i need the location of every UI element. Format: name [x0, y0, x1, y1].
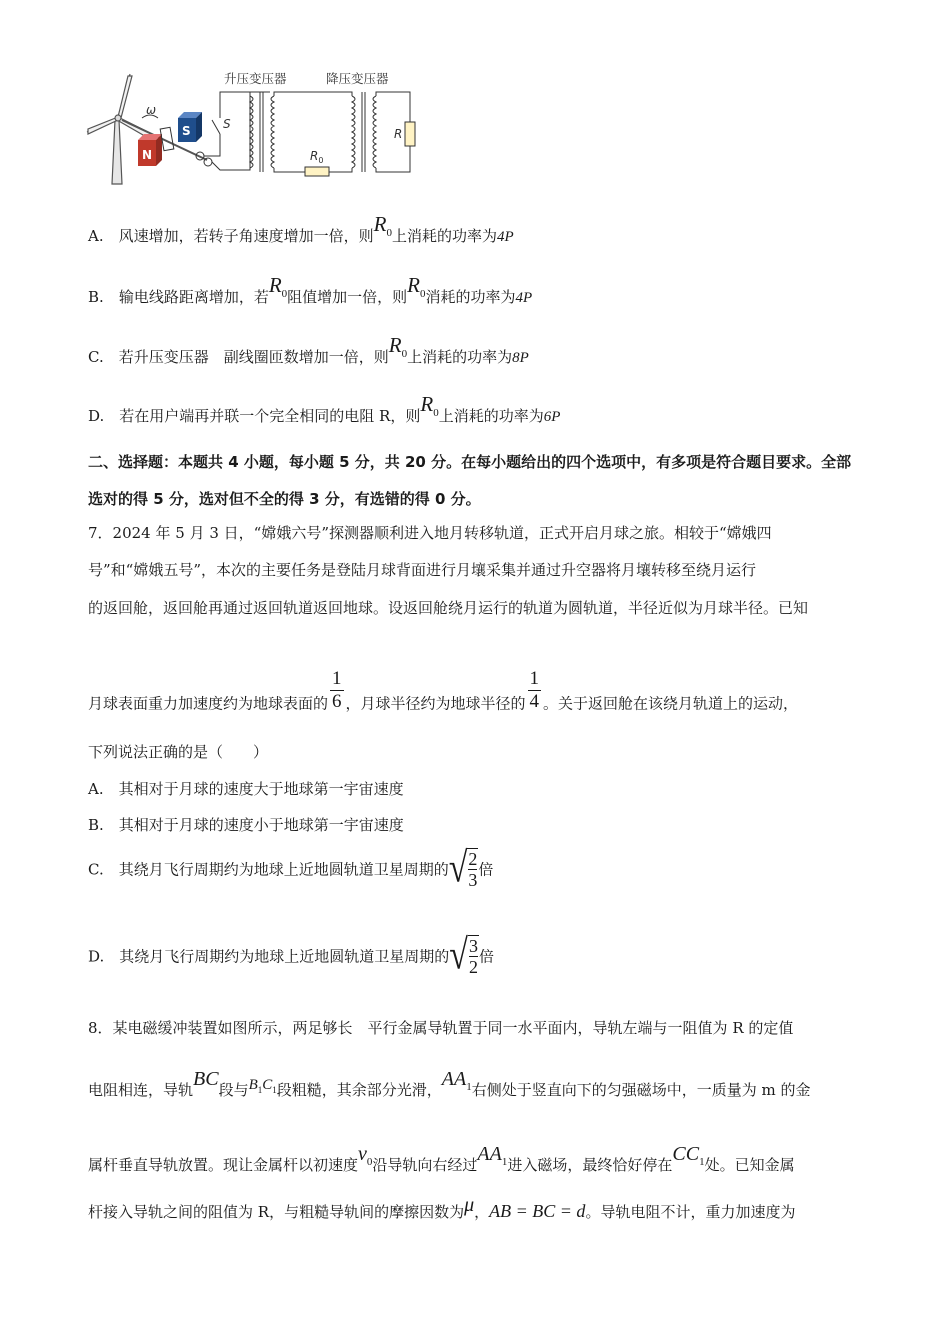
step-down-label: 降压变压器 [326, 71, 389, 86]
resistor-r [405, 122, 415, 146]
section2-line2: 选对的得 5 分，选对但不全的得 3 分，有选错的得 0 分。 [88, 490, 481, 508]
q7-option-b: B. 其相对于月球的速度小于地球第一宇宙速度 [88, 816, 404, 834]
q8-line3: 属杆垂直导轨放置。现让金属杆以初速度$v_0$沿导轨向右经过$AA_1$进入磁场，最终恰好停在$CC_1$处。已知金属 [88, 1143, 795, 1174]
switch-label: S [223, 117, 231, 131]
power-transmission-diagram [82, 62, 422, 192]
magnet-s [178, 112, 202, 142]
q7-option-a: A. 其相对于月球的速度大于地球第一宇宙速度 [88, 780, 404, 798]
r0-label: $R_0$ [310, 149, 324, 165]
step-up-label: 升压变压器 [224, 71, 287, 86]
q7-line2: 号”和“嫦娥五号”，本次的主要任务是登陆月球背面进行月壤采集并通过升空器将月壤转移至绕月运行 [88, 561, 757, 579]
sqrt-three-halves: √ 3 2 [449, 932, 478, 979]
q7-option-c: C. 其绕月飞行周期约为地球上近地圆轨道卫星周期的 √ 2 3 倍 [88, 845, 494, 892]
q6-option-c: C. 若升压变压器 副线圈匝数增加一倍，则$R_0$上消耗的功率为8P [88, 333, 529, 366]
omega-label: ω [146, 103, 157, 117]
fraction-one-sixth: $\frac{1}{6}$ [332, 668, 342, 712]
q8-line2: 电阻相连，导轨BC段与$B_1C_1$段粗糙，其余部分光滑，$AA_1$右侧处于竖直向下的匀强磁场中，一质量为 m 的金 [88, 1068, 811, 1099]
q6-option-a: A. 风速增加，若转子角速度增加一倍，则$R_0$上消耗的功率为4P [88, 212, 514, 245]
q8-line4: 杆接入导轨之间的阻值为 R，与粗糙导轨间的摩擦因数为μ，AB = BC = d。导轨电阻不计，重力加速度为 [88, 1194, 796, 1221]
q7-line5: 下列说法正确的是（ ） [88, 743, 269, 761]
magnet-n [138, 134, 162, 166]
magnet-n-label: N [142, 148, 153, 162]
q6-option-d: D. 若在用户端再并联一个完全相同的电阻 R，则$R_0$上消耗的功率为6P [88, 392, 561, 425]
q7-option-d: D. 其绕月飞行周期约为地球上近地圆轨道卫星周期的 √ 3 2 倍 [88, 932, 494, 979]
section2-line1: 二、选择题：本题共 4 小题，每小题 5 分，共 20 分。在每小题给出的四个选项中，有多项是符合题目要求。全部 [88, 453, 852, 471]
r-label: R [394, 127, 403, 141]
sqrt-two-thirds: √ 2 3 [448, 845, 478, 892]
fraction-one-quarter: $\frac{1}{4}$ [529, 668, 540, 712]
q8-line1: 8．某电磁缓冲装置如图所示，两足够长 平行金属导轨置于同一水平面内，导轨左端与一阻值为 R 的定值 [88, 1019, 794, 1037]
resistor-r0 [305, 167, 329, 176]
q7-line1: 7．2024 年 5 月 3 日，“嫦娥六号”探测器顺利进入地月转移轨道，正式开启月球之旅。相较于“嫦娥四 [88, 524, 772, 542]
q6-option-b: B. 输电线路距离增加，若$R_0$阻值增加一倍，则$R_0$消耗的功率为4P [88, 273, 533, 306]
q7-line3: 的返回舱，返回舱再通过返回轨道返回地球。设返回舱绕月运行的轨道为圆轨道，半径近似为月球半径。已知 [88, 599, 809, 617]
magnet-s-label: S [182, 124, 191, 138]
q7-line4: 月球表面重力加速度约为地球表面的 $\frac{1}{6}$ ，月球半径约为地球半径的 $\frac{1}{4}$ 。关于返回舱在该绕月轨道上的运动， [88, 668, 799, 713]
